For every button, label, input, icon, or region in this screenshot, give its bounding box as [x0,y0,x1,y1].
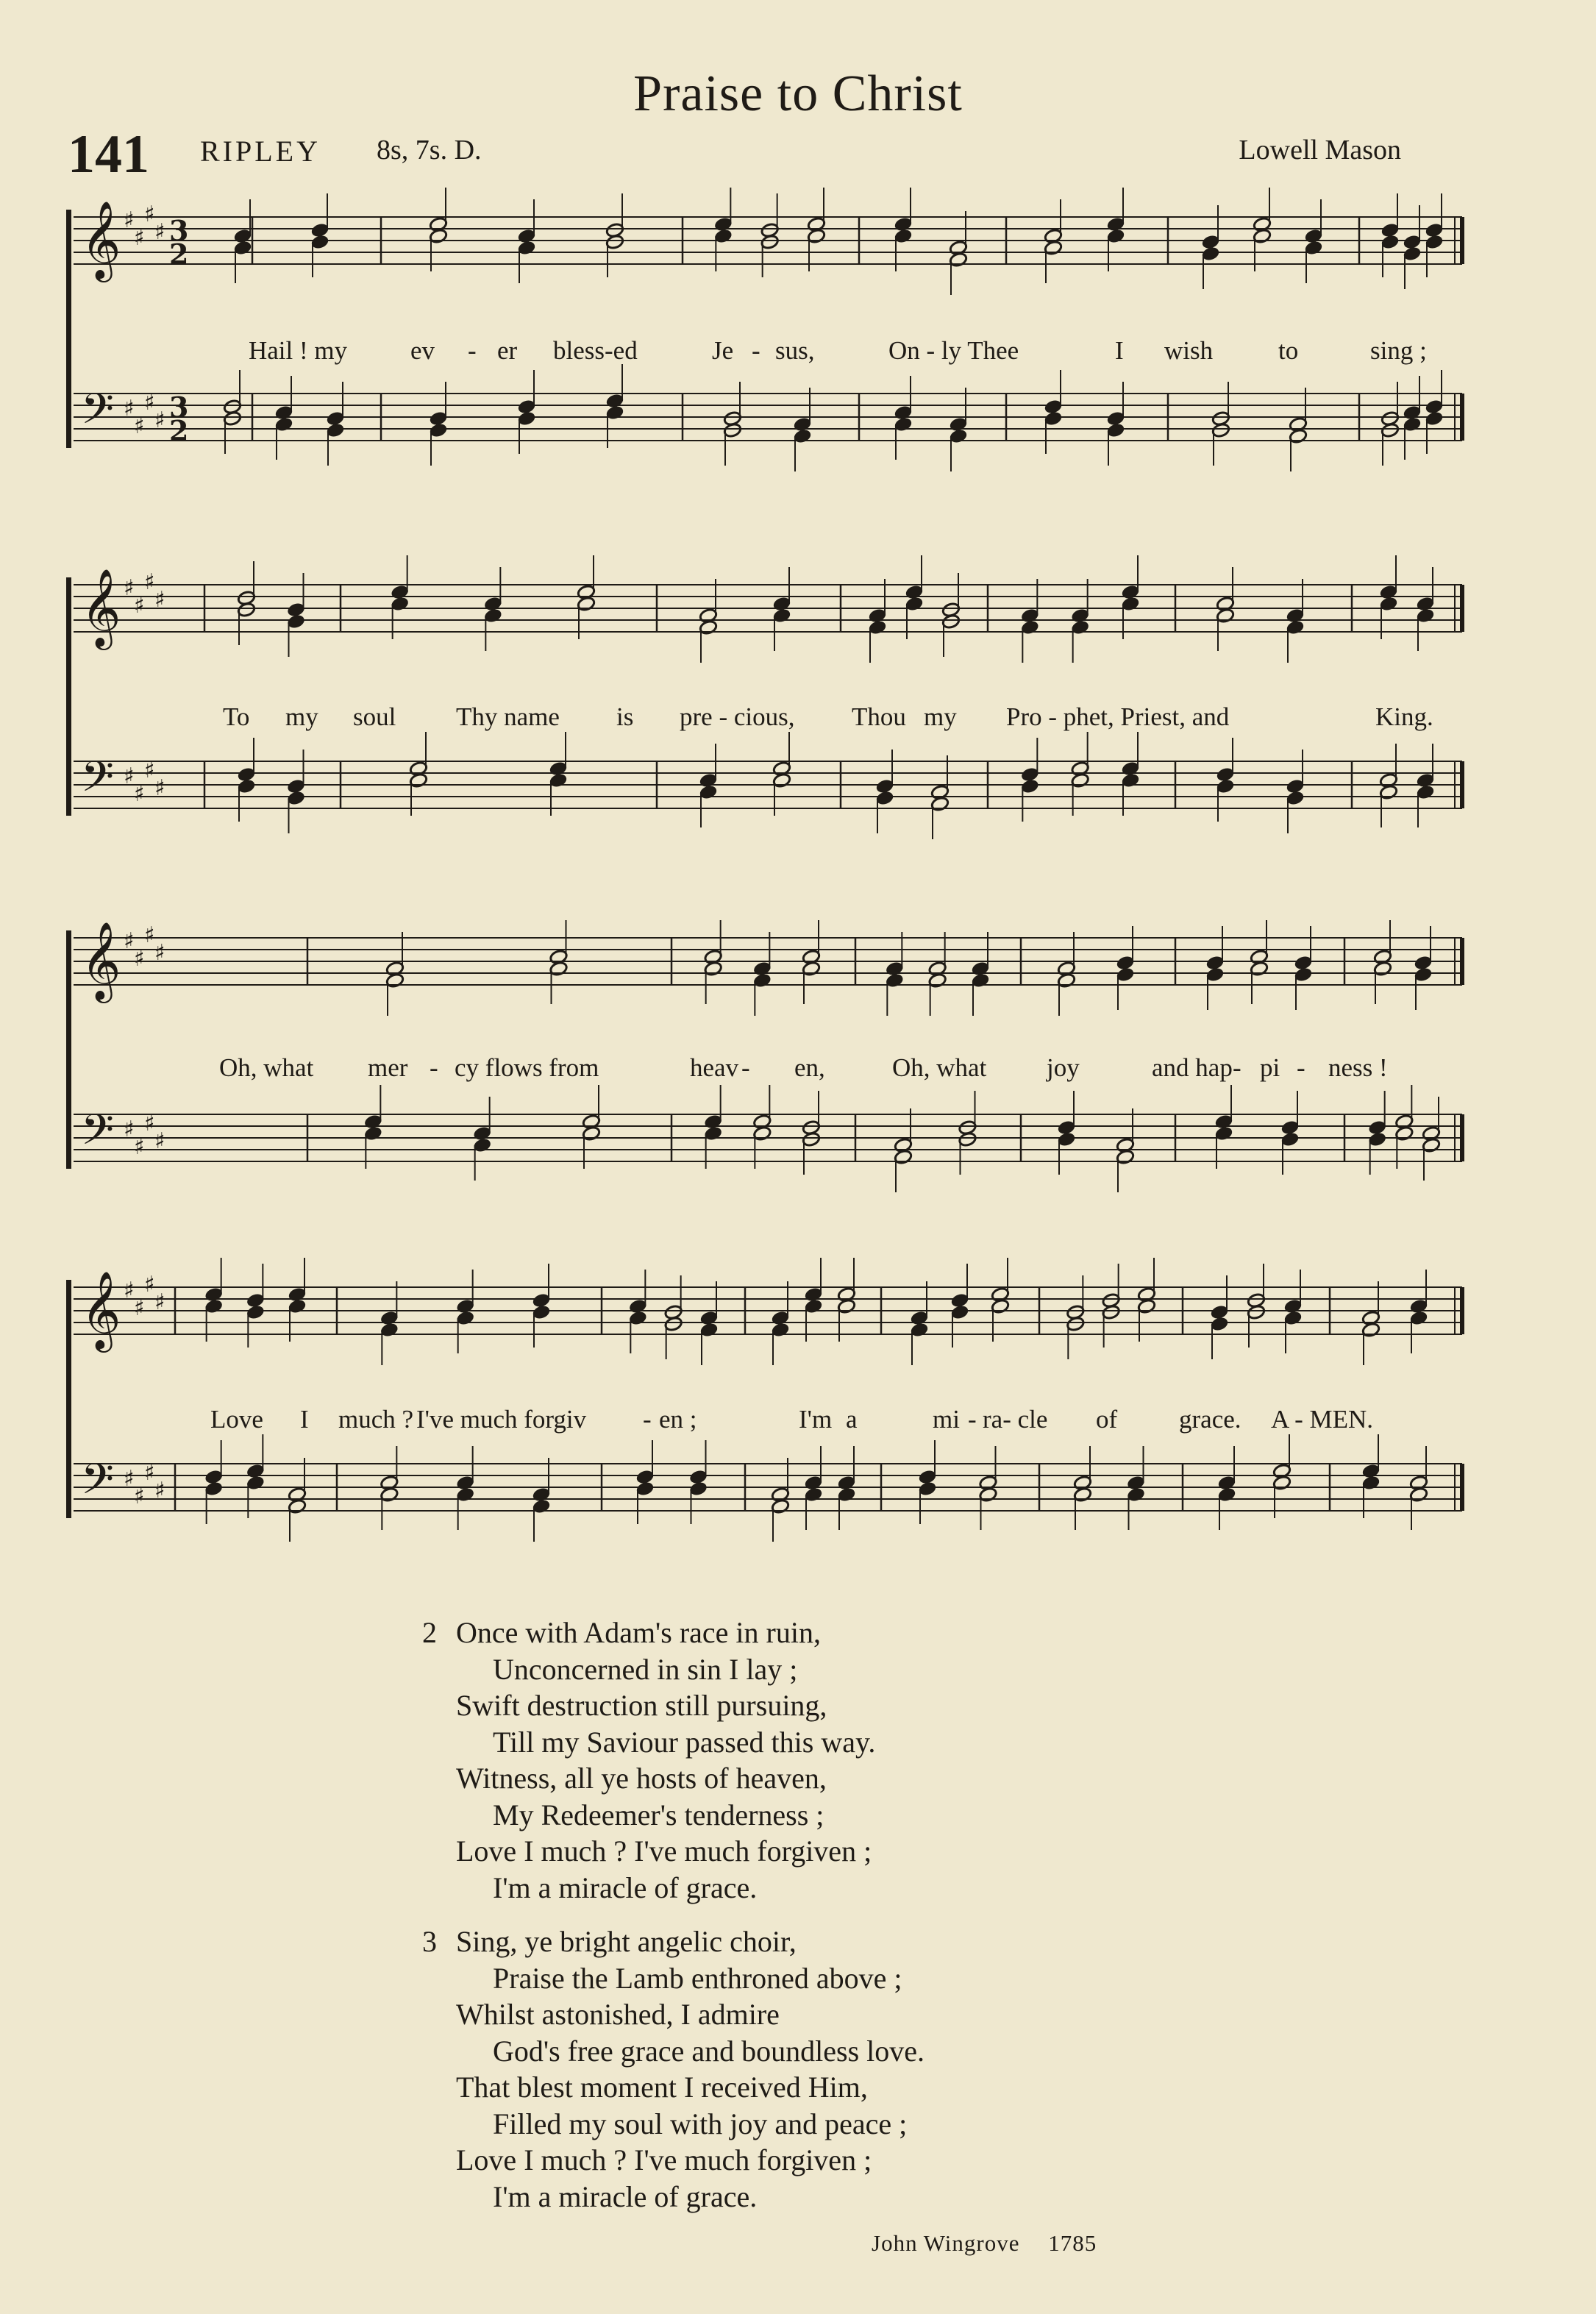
lyric-syllable: grace. [1179,1405,1241,1434]
verse-line: Praise the Lamb enthroned above ; [493,1961,902,1995]
svg-text:𝄞: 𝄞 [81,200,121,279]
svg-text:♯: ♯ [134,1295,145,1321]
music-system-4 [65,1258,1469,1581]
svg-text:♯: ♯ [154,1289,165,1315]
lyric-syllable: my [285,702,318,731]
lyric-syllable: Je [712,336,734,365]
svg-text:𝄢: 𝄢 [81,1105,115,1165]
svg-text:♯: ♯ [134,413,145,439]
verse-line: Witness, all ye hosts of heaven, [456,1762,827,1795]
svg-text:♯: ♯ [134,1134,145,1160]
svg-text:♯: ♯ [124,1117,135,1142]
lyric-syllable: - [468,336,477,365]
lyric-syllable: ness ! [1328,1053,1388,1082]
svg-text:♯: ♯ [124,575,135,601]
lyric-syllable: and hap [1152,1053,1233,1082]
lyric-syllable: Love [210,1405,263,1434]
lyrics-row-4 [65,1405,1469,1439]
svg-text:𝄢: 𝄢 [81,384,115,444]
stanza-number: 2 [422,1616,437,1649]
lyric-syllable: I've much forgiv [416,1405,587,1434]
lyric-syllable: en, [794,1053,825,1082]
lyric-syllable: King. [1375,702,1433,731]
lyric-syllable: Oh, what [892,1053,987,1082]
svg-text:♯: ♯ [144,758,155,783]
stanza-2 [422,1615,1265,1906]
lyric-syllable: I'm [799,1405,833,1434]
svg-text:♯: ♯ [154,775,165,801]
stanza-3 [422,1923,1265,2215]
lyric-syllable: pre - cious, [680,702,795,731]
lyric-syllable: - [643,1405,652,1434]
lyric-syllable: A - MEN. [1271,1405,1374,1434]
svg-text:♯: ♯ [144,922,155,948]
verse-line: Love I much ? I've much forgiven ; [456,2143,872,2176]
additional-verses [422,1615,1265,2232]
lyric-syllable: is [616,702,634,731]
lyric-syllable: ra- cle [983,1405,1048,1434]
lyric-syllable: On - ly Thee [888,336,1019,365]
lyric-syllable: Pro - phet, Priest, and [1006,702,1230,731]
svg-text:♯: ♯ [144,1272,155,1297]
lyric-syllable: wish [1164,336,1214,365]
svg-text:𝄞: 𝄞 [81,568,121,647]
music-system-3 [65,908,1469,1232]
svg-text:♯: ♯ [134,225,145,251]
verse-line: Sing, ye bright angelic choir, [456,1925,797,1958]
lyric-syllable: soul [353,702,396,731]
verse-line: Once with Adam's race in ruin, [456,1616,821,1649]
lyric-syllable: Hail ! my [249,336,348,365]
svg-text:♯: ♯ [124,763,135,789]
lyric-syllable: ev [410,336,435,365]
lyric-syllable: bless-ed [553,336,638,365]
verse-line: I'm a miracle of grace. [493,1870,758,1904]
verse-line: My Redeemer's tenderness ; [493,1798,824,1831]
lyric-syllable: - [752,336,760,365]
svg-text:𝄢: 𝄢 [81,1454,115,1514]
lyric-syllable: heav [690,1053,739,1082]
author-name: John Wingrove [872,2230,1020,2256]
svg-text:3: 3 [169,214,189,247]
svg-text:♯: ♯ [124,207,135,233]
lyric-syllable: en ; [659,1405,697,1434]
music-system-1 [65,188,1469,511]
svg-text:𝄞: 𝄞 [81,1270,121,1349]
lyrics-row-1 [65,336,1469,370]
lyric-syllable: Thy name [456,702,560,731]
svg-text:♯: ♯ [144,1111,155,1136]
lyric-syllable: To [223,702,250,731]
verse-line: Unconcerned in sin I lay ; [493,1652,798,1686]
lyrics-row-2 [65,702,1469,736]
svg-text:♯: ♯ [134,946,145,972]
verse-line: Filled my soul with joy and peace ; [493,2107,908,2140]
author-year: 1785 [1048,2230,1097,2256]
composer: Lowell Mason [1239,135,1401,165]
lyric-syllable: I [300,1405,309,1434]
svg-text:♯: ♯ [154,1128,165,1154]
lyric-syllable: Oh, what [219,1053,314,1082]
lyric-syllable: sing ; [1370,336,1427,365]
svg-text:2: 2 [169,238,189,271]
verse-line: Till my Saviour passed this way. [493,1725,876,1759]
meter: 8s, 7s. D. [377,135,482,165]
lyric-syllable: - [1233,1053,1241,1082]
hymn-number: 141 [68,124,149,185]
lyric-syllable: pi [1260,1053,1280,1082]
lyric-syllable: much ? [338,1405,414,1434]
lyric-syllable: - [968,1405,977,1434]
svg-text:♯: ♯ [144,390,155,416]
lyrics-row-3 [65,1053,1469,1087]
stanza-number: 3 [422,1925,437,1958]
svg-text:𝄢: 𝄢 [81,752,115,812]
lyric-syllable: to [1278,336,1299,365]
verse-line: That blest moment I received Him, [456,2071,868,2104]
svg-text:♯: ♯ [134,1484,145,1509]
lyric-syllable: a [846,1405,858,1434]
svg-text:3: 3 [169,391,189,424]
lyric-syllable: mi [933,1405,960,1434]
verse-line: Love I much ? I've much forgiven ; [456,1834,872,1868]
lyric-syllable: sus, [775,336,815,365]
svg-text:♯: ♯ [154,1478,165,1503]
tune-name: RIPLEY [200,135,321,168]
svg-text:♯: ♯ [124,1466,135,1492]
lyric-syllable: of [1096,1405,1118,1434]
verse-line: Whilst astonished, I admire [456,1998,780,2031]
svg-text:♯: ♯ [144,569,155,595]
lyric-syllable: joy [1047,1053,1080,1082]
lyric-syllable: er [497,336,518,365]
svg-text:♯: ♯ [124,928,135,954]
lyric-syllable: cy flows from [455,1053,599,1082]
svg-text:♯: ♯ [124,1278,135,1303]
svg-text:𝄞: 𝄞 [81,921,121,1000]
verse-line: Swift destruction still pursuing, [456,1689,827,1722]
music-system-2 [65,555,1469,879]
verse-line: I'm a miracle of grace. [493,2179,758,2213]
svg-text:2: 2 [169,414,189,447]
svg-text:♯: ♯ [134,781,145,807]
lyric-syllable: - [1297,1053,1305,1082]
svg-text:♯: ♯ [154,407,165,433]
svg-text:♯: ♯ [154,940,165,966]
lyric-syllable: - [741,1053,750,1082]
lyric-syllable: my [924,702,957,731]
svg-text:♯: ♯ [144,202,155,227]
lyric-syllable: Thou [852,702,906,731]
svg-text:♯: ♯ [154,219,165,245]
svg-text:♯: ♯ [154,587,165,613]
hymn-title: Praise to Christ [633,65,963,122]
svg-text:♯: ♯ [124,396,135,421]
text-attribution [872,2230,1097,2257]
svg-text:♯: ♯ [134,593,145,619]
lyric-syllable: - [430,1053,438,1082]
lyric-syllable: I [1115,336,1124,365]
verse-line: God's free grace and boundless love. [493,2034,925,2068]
svg-text:♯: ♯ [144,1460,155,1486]
lyric-syllable: mer [368,1053,408,1082]
